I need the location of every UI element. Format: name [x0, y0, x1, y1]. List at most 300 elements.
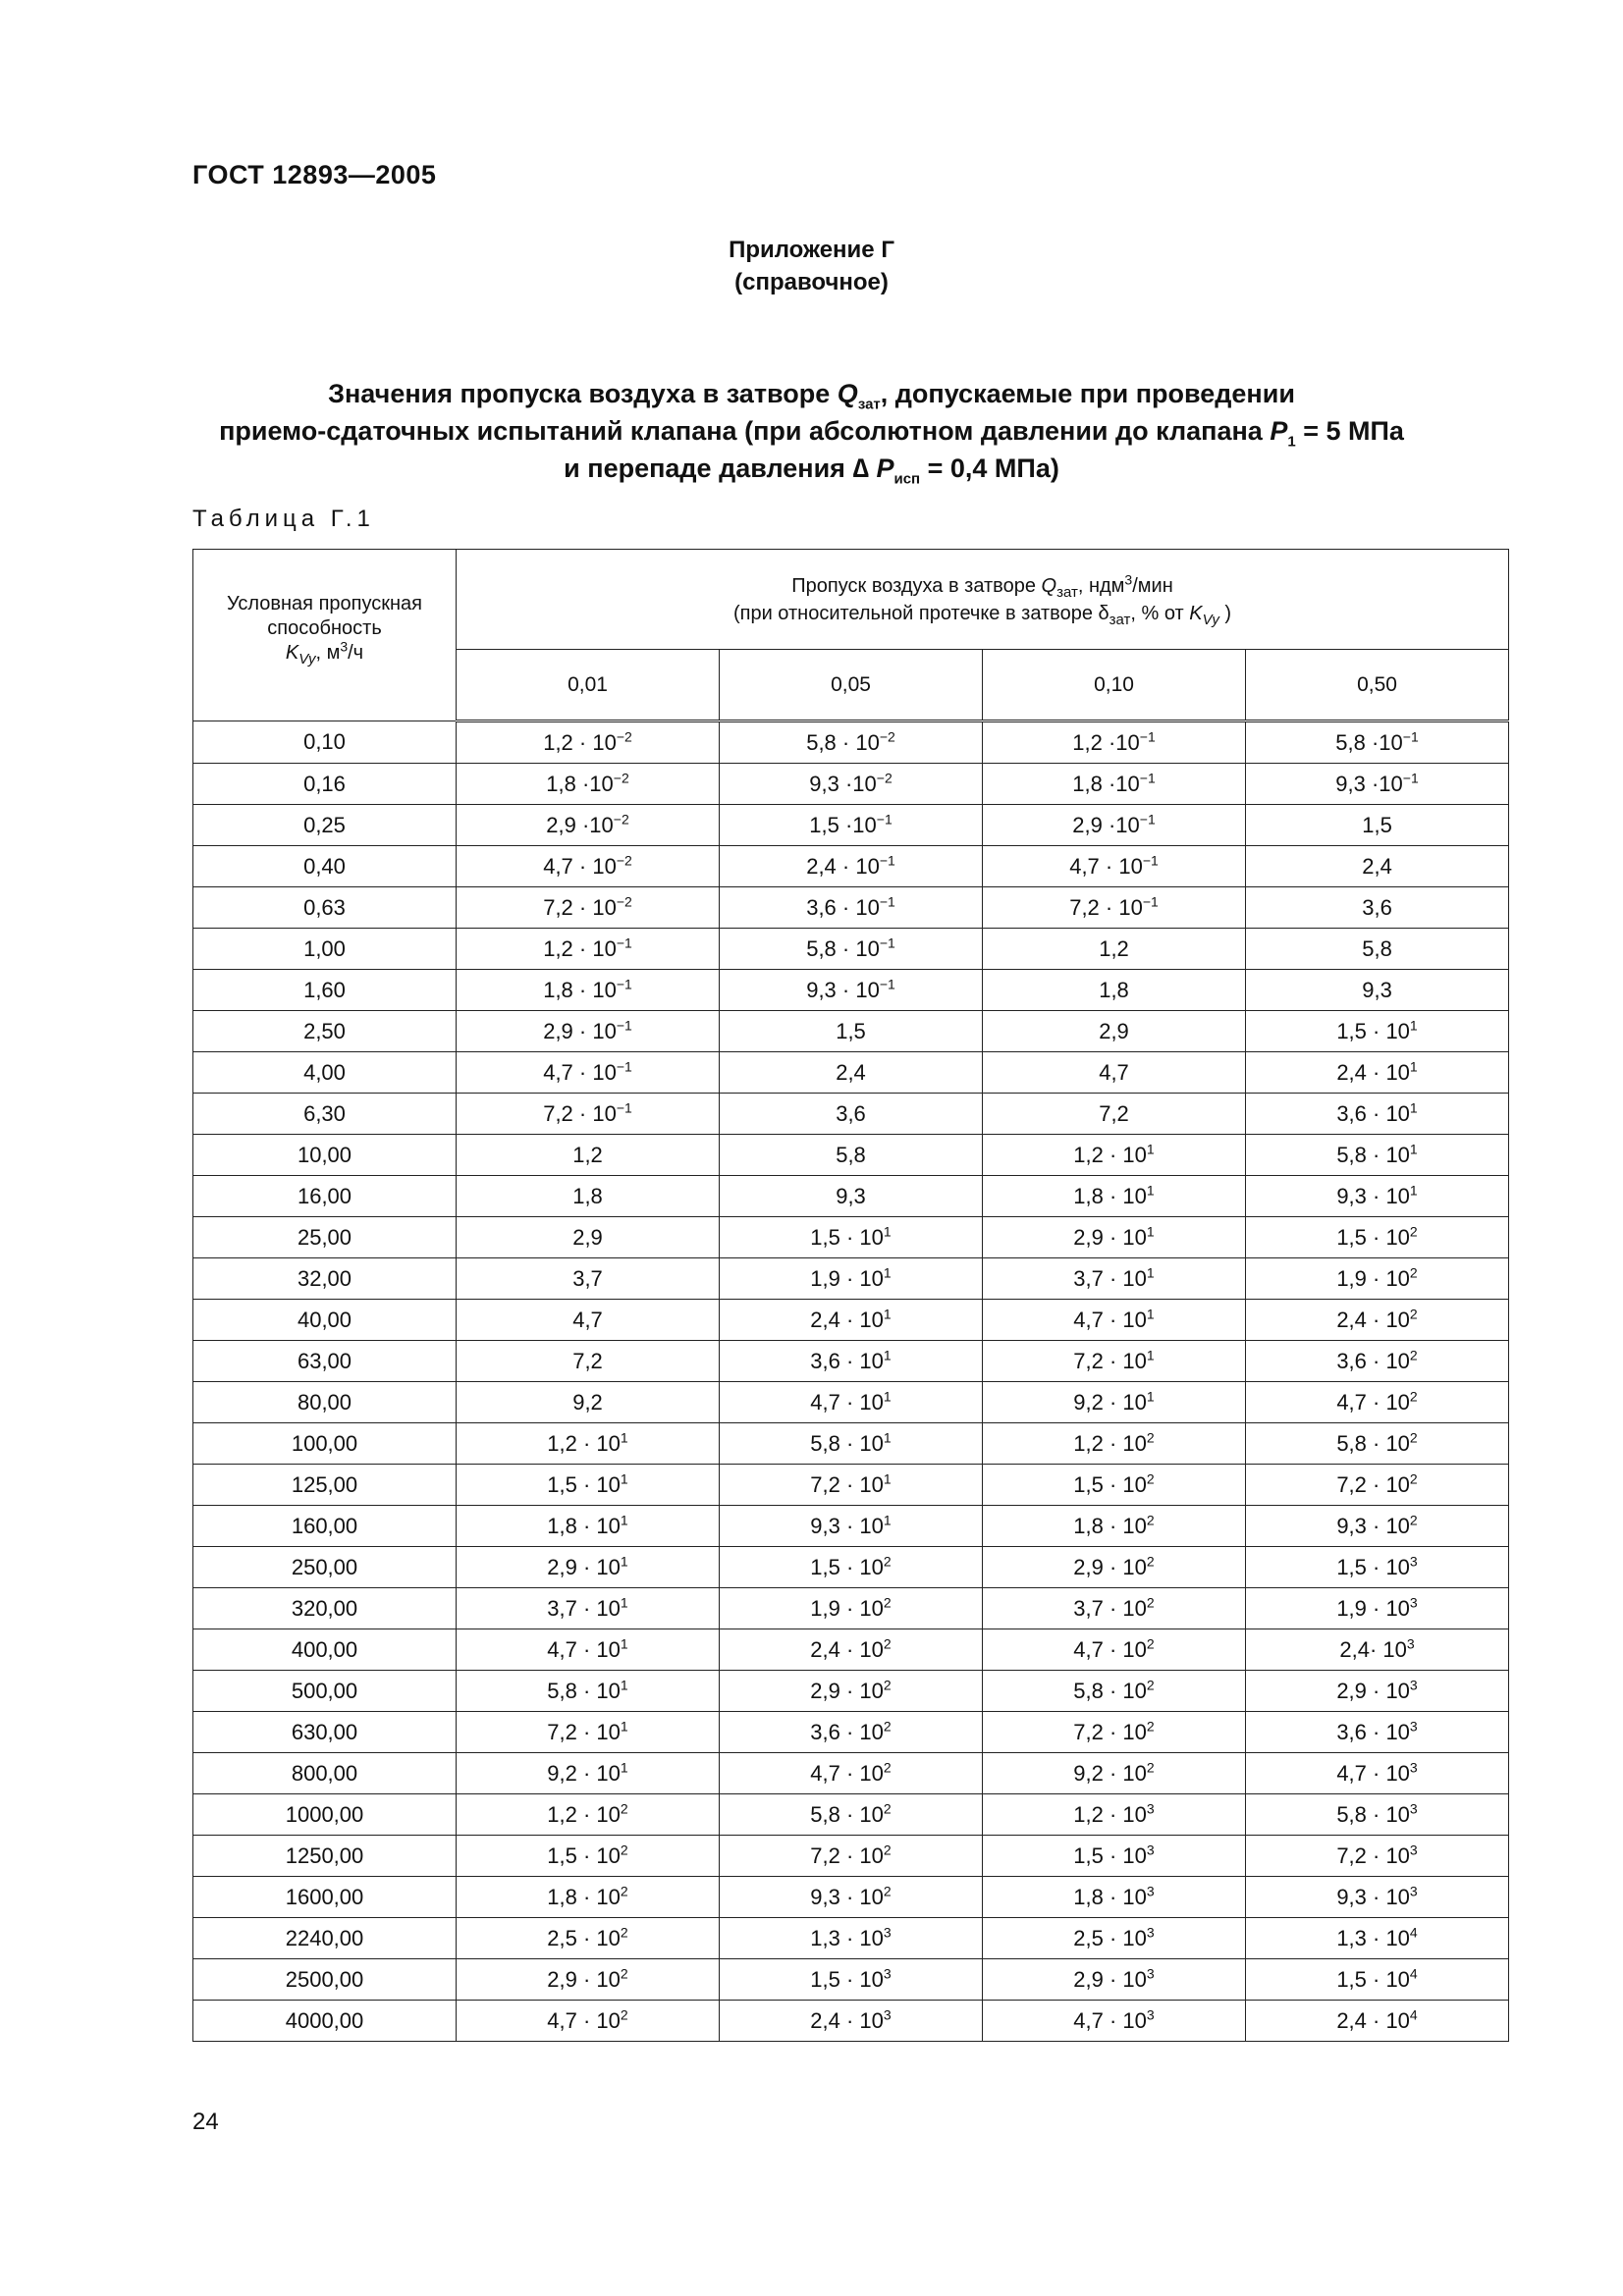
leakage-exponent: 1	[1146, 1182, 1155, 1199]
table-row	[193, 2001, 1509, 2042]
leakage-cell	[457, 1423, 720, 1465]
leakage-value: 3,6 · 10	[810, 1719, 884, 1744]
leakage-cell	[457, 1382, 720, 1423]
leakage-value: 1,5 · 10	[547, 1842, 621, 1868]
leakage-cell	[457, 1959, 720, 2001]
leakage-value: 2,9 · 10	[547, 1554, 621, 1579]
leakage-exponent: 2	[1409, 1347, 1418, 1363]
column-header: 0,01	[457, 650, 720, 721]
leakage-value: 2,9 · 10	[1073, 1554, 1147, 1579]
page-number: 24	[192, 2109, 219, 2135]
leakage-value: 3,6 · 10	[1336, 1348, 1410, 1373]
leakage-value: 7,2 · 10	[1069, 894, 1143, 920]
leakage-value: 4,7 · 10	[1069, 853, 1143, 879]
leakage-cell	[983, 1836, 1246, 1877]
leakage-exponent: −1	[1139, 811, 1156, 828]
leakage-exponent: 2	[620, 1883, 628, 1899]
leakage-exponent: 2	[1146, 1677, 1155, 1693]
leakage-cell	[983, 1094, 1246, 1135]
leakage-value: 3,7 · 10	[547, 1595, 621, 1621]
leakage-value: 2,9 ·10	[546, 812, 614, 837]
leakage-exponent: −2	[879, 728, 895, 745]
leakage-value: 1,8 ·10	[1072, 771, 1140, 796]
leakage-value: 9,3 ·10	[809, 771, 877, 796]
leakage-cell	[720, 1176, 983, 1217]
leakage-value: 2,9 · 10	[543, 1018, 617, 1043]
leakage-cell	[720, 1794, 983, 1836]
leakage-value: 1,5 · 10	[1336, 1224, 1410, 1250]
leakage-cell	[720, 1753, 983, 1794]
leakage-value: 2,4	[1362, 853, 1392, 879]
column-header: 0,10	[983, 650, 1246, 721]
leakage-value: 2,9	[572, 1224, 603, 1250]
leakage-cell	[983, 846, 1246, 887]
kv-cell: 500,00	[193, 1671, 457, 1712]
leakage-cell	[1246, 1836, 1509, 1877]
leakage-exponent: 2	[1146, 1594, 1155, 1611]
leakage-value: 9,3 ·10	[1335, 771, 1403, 796]
leakage-value: 2,4 · 10	[1336, 1307, 1410, 1332]
leakage-exponent: 1	[1146, 1347, 1155, 1363]
leakage-exponent: 1	[1409, 1099, 1418, 1116]
leakage-cell	[720, 1506, 983, 1547]
leakage-exponent: −1	[1142, 893, 1159, 910]
leakage-cell	[983, 1135, 1246, 1176]
kv-cell: 10,00	[193, 1135, 457, 1176]
leakage-exponent: 1	[1146, 1141, 1155, 1157]
leakage-exponent: 2	[1409, 1306, 1418, 1322]
leakage-exponent: 1	[620, 1429, 628, 1446]
leakage-value: 7,2 · 10	[543, 1100, 617, 1126]
leakage-value: 4,7 · 10	[547, 1636, 621, 1662]
leakage-exponent: 2	[1409, 1264, 1418, 1281]
leakage-cell	[720, 1588, 983, 1629]
leakage-exponent: 2	[883, 1677, 892, 1693]
leakage-value: 2,9 · 10	[547, 1966, 621, 1992]
leakage-cell	[1246, 1382, 1509, 1423]
leakage-exponent: 2	[1409, 1223, 1418, 1240]
leakage-cell	[720, 1094, 983, 1135]
leakage-value: 1,5 · 10	[1336, 1554, 1410, 1579]
leakage-value: 9,3 · 10	[1336, 1513, 1410, 1538]
leakage-exponent: 1	[883, 1512, 892, 1528]
leakage-cell	[720, 1423, 983, 1465]
leakage-value: 1,2 · 10	[547, 1801, 621, 1827]
leakage-value: 3,6	[836, 1100, 866, 1126]
leakage-exponent: −1	[879, 893, 895, 910]
leakage-exponent: 3	[883, 1924, 892, 1941]
leakage-cell	[457, 1135, 720, 1176]
leakage-cell	[983, 1300, 1246, 1341]
leakage-value: 1,8 · 10	[1073, 1183, 1147, 1208]
leakage-cell	[1246, 887, 1509, 929]
leakage-exponent: −1	[616, 976, 632, 992]
leakage-cell	[457, 970, 720, 1011]
leakage-value: 2,4 · 10	[810, 1307, 884, 1332]
leakage-value: 5,8 · 10	[806, 729, 880, 755]
leakage-cell	[983, 1794, 1246, 1836]
leakage-cell	[720, 1877, 983, 1918]
leakage-exponent: 1	[883, 1347, 892, 1363]
leakage-value: 1,8 · 10	[547, 1884, 621, 1909]
leakage-exponent: −1	[616, 1058, 632, 1075]
kv-cell: 2500,00	[193, 1959, 457, 2001]
leakage-value: 1,2 · 10	[543, 935, 617, 961]
leakage-cell	[457, 1176, 720, 1217]
leakage-value: 2,9 · 10	[1073, 1224, 1147, 1250]
leakage-value: 1,9 · 10	[810, 1595, 884, 1621]
leakage-cell	[1246, 1547, 1509, 1588]
leakage-value: 1,5	[836, 1018, 866, 1043]
leakage-value: 7,2 · 10	[810, 1471, 884, 1497]
leakage-value: 2,5 · 10	[1073, 1925, 1147, 1950]
leakage-value: 5,8 · 10	[810, 1430, 884, 1456]
leakage-exponent: 2	[620, 1924, 628, 1941]
leakage-value: 9,2 · 10	[1073, 1760, 1147, 1786]
leakage-value: 1,8 ·10	[546, 771, 614, 796]
leakage-value: 1,5 · 10	[547, 1471, 621, 1497]
leakage-value: 4,7 · 10	[810, 1389, 884, 1415]
leakage-cell	[983, 1217, 1246, 1258]
leakage-exponent: 2	[620, 1842, 628, 1858]
leakage-value: 4,7 · 10	[543, 853, 617, 879]
leakage-value: 9,3	[1362, 977, 1392, 1002]
leakage-exponent: 3	[1409, 1553, 1418, 1570]
leakage-cell	[457, 805, 720, 846]
leakage-value: 4,7	[1099, 1059, 1129, 1085]
leakage-cell	[1246, 1300, 1509, 1341]
table-row	[193, 1423, 1509, 1465]
leakage-value: 1,5 · 10	[1336, 1018, 1410, 1043]
leakage-cell	[1246, 1052, 1509, 1094]
kv-cell: 400,00	[193, 1629, 457, 1671]
leakage-value: 1,5 · 10	[1073, 1471, 1147, 1497]
leakage-cell	[457, 2001, 720, 2042]
leakage-cell	[1246, 1341, 1509, 1382]
table-row	[193, 764, 1509, 805]
leakage-exponent: 2	[1409, 1388, 1418, 1405]
leakage-value: 4,7 · 10	[1073, 1307, 1147, 1332]
leakage-value: 1,5 · 10	[810, 1224, 884, 1250]
kv-cell: 320,00	[193, 1588, 457, 1629]
title-line-3: и перепаде давления ∆ $P_{исп} = 0,4$ МПа)	[564, 454, 1059, 488]
leakage-exponent: 1	[1146, 1223, 1155, 1240]
leakage-cell	[457, 1217, 720, 1258]
leakage-cell	[457, 1877, 720, 1918]
leakage-cell	[1246, 1258, 1509, 1300]
leakage-exponent: −1	[616, 1099, 632, 1116]
leakage-value: 2,4 · 10	[1336, 2007, 1410, 2033]
leakage-exponent: 1	[1146, 1388, 1155, 1405]
leakage-value: 9,3 · 10	[1336, 1183, 1410, 1208]
kv-cell: 125,00	[193, 1465, 457, 1506]
table-row	[193, 1712, 1509, 1753]
table-row	[193, 1341, 1509, 1382]
leakage-cell	[457, 1300, 720, 1341]
leakage-cell	[983, 721, 1246, 764]
leakage-exponent: −1	[1402, 728, 1419, 745]
table-row	[193, 1753, 1509, 1794]
leakage-cell	[1246, 2001, 1509, 2042]
leakage-value: 3,7 · 10	[1073, 1265, 1147, 1291]
leakage-cell	[983, 1341, 1246, 1382]
leakage-value: 3,6 · 10	[810, 1348, 884, 1373]
leakage-exponent: 2	[1409, 1429, 1418, 1446]
leakage-value: 1,2	[1099, 935, 1129, 961]
kv-cell: 6,30	[193, 1094, 457, 1135]
leakage-cell	[457, 721, 720, 764]
leakage-value: 4,7 · 10	[547, 2007, 621, 2033]
leakage-value: 1,5	[1362, 812, 1392, 837]
leakage-cell	[983, 887, 1246, 929]
leakage-cell	[720, 764, 983, 805]
leakage-cell	[457, 1341, 720, 1382]
leakage-value: 3,6 · 10	[1336, 1719, 1410, 1744]
leakage-exponent: 2	[1146, 1718, 1155, 1735]
leakage-exponent: 1	[883, 1388, 892, 1405]
leakage-cell	[983, 1258, 1246, 1300]
leakage-exponent: 1	[620, 1635, 628, 1652]
leakage-value: 1,2	[572, 1142, 603, 1167]
leakage-value: 9,3 · 10	[1336, 1884, 1410, 1909]
leakage-cell	[720, 1547, 983, 1588]
leakage-exponent: −1	[1142, 852, 1159, 869]
leakage-cell	[1246, 1094, 1509, 1135]
leakage-value: 4,7 · 10	[1073, 1636, 1147, 1662]
leakage-exponent: 2	[883, 1553, 892, 1570]
leakage-value: 2,9 · 10	[1073, 1966, 1147, 1992]
leakage-exponent: −2	[616, 893, 632, 910]
leakage-value: 7,2	[572, 1348, 603, 1373]
leakage-exponent: 1	[883, 1264, 892, 1281]
leakage-cell	[1246, 1629, 1509, 1671]
leakage-cell	[983, 1382, 1246, 1423]
kv-cell: 1000,00	[193, 1794, 457, 1836]
leakage-exponent: 1	[1409, 1182, 1418, 1199]
leakage-cell	[1246, 1877, 1509, 1918]
leakage-value: 1,2 · 10	[543, 729, 617, 755]
leakage-cell	[720, 1629, 983, 1671]
leakage-cell	[1246, 1176, 1509, 1217]
leakage-exponent: 3	[1409, 1594, 1418, 1611]
leakage-exponent: 2	[883, 1594, 892, 1611]
leakage-cell	[1246, 1506, 1509, 1547]
leakage-value: 9,2	[572, 1389, 603, 1415]
leakage-value: 2,9	[1099, 1018, 1129, 1043]
leakage-cell	[720, 2001, 983, 2042]
table-row	[193, 805, 1509, 846]
leakage-value: 3,6 · 10	[1336, 1100, 1410, 1126]
leakage-exponent: 1	[883, 1429, 892, 1446]
header-kv: Условная пропускная способность $K_{Vy}$, $м^3/ч$	[193, 550, 457, 721]
leakage-value: 1,2 · 10	[1073, 1430, 1147, 1456]
leakage-exponent: 3	[883, 2006, 892, 2023]
leakage-value: 5,8 ·10	[1335, 729, 1403, 755]
leakage-value: 1,5 ·10	[809, 812, 877, 837]
leakage-value: 2,4· 10	[1339, 1636, 1407, 1662]
leakage-exponent: −1	[1139, 770, 1156, 786]
leakage-value: 9,3	[836, 1183, 866, 1208]
leakage-exponent: 1	[620, 1759, 628, 1776]
table-row	[193, 846, 1509, 887]
leakage-exponent: 2	[1409, 1470, 1418, 1487]
leakage-value: 3,7 · 10	[1073, 1595, 1147, 1621]
leakage-cell	[720, 721, 983, 764]
table-row	[193, 1671, 1509, 1712]
leakage-exponent: 2	[883, 1759, 892, 1776]
table-row	[193, 1918, 1509, 1959]
leakage-exponent: 1	[620, 1553, 628, 1570]
leakage-cell	[720, 1217, 983, 1258]
kv-cell: 1,60	[193, 970, 457, 1011]
leakage-exponent: 4	[1409, 1965, 1418, 1982]
leakage-value: 9,3 · 10	[810, 1884, 884, 1909]
leakage-exponent: 3	[1409, 1677, 1418, 1693]
kv-cell: 1600,00	[193, 1877, 457, 1918]
leakage-cell	[983, 1588, 1246, 1629]
leakage-exponent: 3	[1146, 1800, 1155, 1817]
leakage-value: 2,4 · 10	[810, 1636, 884, 1662]
leakage-value: 9,2 · 10	[547, 1760, 621, 1786]
leakage-cell	[983, 1629, 1246, 1671]
leakage-exponent: 1	[620, 1718, 628, 1735]
table-row	[193, 1052, 1509, 1094]
leakage-exponent: 2	[1146, 1553, 1155, 1570]
leakage-exponent: 2	[1146, 1635, 1155, 1652]
table-row	[193, 1300, 1509, 1341]
table-row	[193, 1217, 1509, 1258]
leakage-value: 4,7 · 10	[810, 1760, 884, 1786]
leakage-cell	[457, 1547, 720, 1588]
leakage-value: 1,8 · 10	[547, 1513, 621, 1538]
leakage-exponent: 3	[1409, 1883, 1418, 1899]
leakage-cell	[457, 929, 720, 970]
leakage-cell	[457, 1836, 720, 1877]
leakage-cell	[457, 1258, 720, 1300]
leakage-exponent: 3	[1409, 1759, 1418, 1776]
leakage-exponent: 1	[1409, 1017, 1418, 1034]
kv-cell: 250,00	[193, 1547, 457, 1588]
leakage-exponent: 3	[1146, 1965, 1155, 1982]
leakage-cell	[720, 1836, 983, 1877]
table-row	[193, 1547, 1509, 1588]
kv-cell: 0,16	[193, 764, 457, 805]
leakage-cell	[983, 1671, 1246, 1712]
leakage-cell	[983, 1918, 1246, 1959]
leakage-exponent: 2	[883, 1883, 892, 1899]
leakage-exponent: 2	[1146, 1759, 1155, 1776]
leakage-exponent: 2	[620, 2006, 628, 2023]
leakage-cell	[1246, 1753, 1509, 1794]
kv-cell: 0,63	[193, 887, 457, 929]
leakage-value: 2,9 · 10	[810, 1678, 884, 1703]
kv-cell: 4,00	[193, 1052, 457, 1094]
leakage-value: 1,9 · 10	[1336, 1595, 1410, 1621]
leakage-exponent: 2	[1146, 1429, 1155, 1446]
leakage-cell	[720, 929, 983, 970]
leakage-exponent: 1	[883, 1223, 892, 1240]
leakage-cell	[983, 1877, 1246, 1918]
leakage-cell	[720, 1135, 983, 1176]
leakage-value: 2,4 · 10	[1336, 1059, 1410, 1085]
kv-cell: 16,00	[193, 1176, 457, 1217]
leakage-value: 3,7	[572, 1265, 603, 1291]
table-row	[193, 1959, 1509, 2001]
table-row	[193, 1382, 1509, 1423]
leakage-cell	[1246, 1671, 1509, 1712]
leakage-value: 2,4 · 10	[806, 853, 880, 879]
leakage-cell	[1246, 1712, 1509, 1753]
leakage-value: 1,8 · 10	[1073, 1513, 1147, 1538]
leakage-cell	[983, 1506, 1246, 1547]
leakage-cell	[983, 970, 1246, 1011]
leakage-value: 5,8	[1362, 935, 1392, 961]
kv-cell: 100,00	[193, 1423, 457, 1465]
leakage-cell	[720, 1712, 983, 1753]
kv-cell: 40,00	[193, 1300, 457, 1341]
leakage-exponent: −2	[613, 811, 629, 828]
leakage-cell	[720, 1465, 983, 1506]
leakage-cell	[1246, 1217, 1509, 1258]
leakage-cell	[720, 1052, 983, 1094]
leakage-cell	[983, 1753, 1246, 1794]
leakage-exponent: 1	[1146, 1306, 1155, 1322]
table-title	[157, 375, 1466, 487]
leakage-exponent: −1	[879, 934, 895, 951]
leakage-cell	[457, 764, 720, 805]
leakage-value: 1,2 ·10	[1072, 729, 1140, 755]
table-row	[193, 1176, 1509, 1217]
kv-cell: 0,25	[193, 805, 457, 846]
leakage-cell	[720, 1671, 983, 1712]
leakage-exponent: −2	[876, 770, 893, 786]
air-leakage-table	[192, 549, 1509, 2042]
title-line-2: приемо-сдаточных испытаний клапана (при абсолютном давлении до клапана $P_1 = 5$ МПа	[219, 416, 1404, 451]
leakage-exponent: 1	[620, 1594, 628, 1611]
leakage-exponent: −1	[616, 1017, 632, 1034]
document-code: ГОСТ 12893—2005	[192, 160, 437, 189]
leakage-cell	[983, 1011, 1246, 1052]
leakage-cell	[720, 1011, 983, 1052]
leakage-exponent: 3	[1146, 1842, 1155, 1858]
leakage-value: 4,7	[572, 1307, 603, 1332]
leakage-cell	[1246, 764, 1509, 805]
leakage-cell	[457, 887, 720, 929]
appendix-heading	[0, 234, 1623, 298]
table-row	[193, 887, 1509, 929]
leakage-cell	[983, 1547, 1246, 1588]
appendix-label: Приложение Г	[729, 237, 894, 263]
table-row	[193, 1588, 1509, 1629]
kv-cell: 2,50	[193, 1011, 457, 1052]
table-row	[193, 1836, 1509, 1877]
leakage-cell	[720, 887, 983, 929]
header-air-flow: Пропуск воздуха в затворе $Q_{зат}$, ндм$^3$/мин (при относительной протечке в затворе $\delta_{зат}$, % от $K_{Vy}$ )	[457, 550, 1509, 650]
leakage-exponent: −1	[1402, 770, 1419, 786]
leakage-exponent: 2	[883, 1635, 892, 1652]
table-row	[193, 970, 1509, 1011]
leakage-exponent: 1	[883, 1470, 892, 1487]
leakage-cell	[983, 1052, 1246, 1094]
leakage-cell	[720, 1918, 983, 1959]
leakage-cell	[983, 1176, 1246, 1217]
leakage-cell	[1246, 1959, 1509, 2001]
leakage-exponent: 4	[1409, 1924, 1418, 1941]
leakage-value: 7,2 · 10	[810, 1842, 884, 1868]
leakage-exponent: −1	[616, 934, 632, 951]
kv-cell: 1250,00	[193, 1836, 457, 1877]
leakage-value: 3,6	[1362, 894, 1392, 920]
